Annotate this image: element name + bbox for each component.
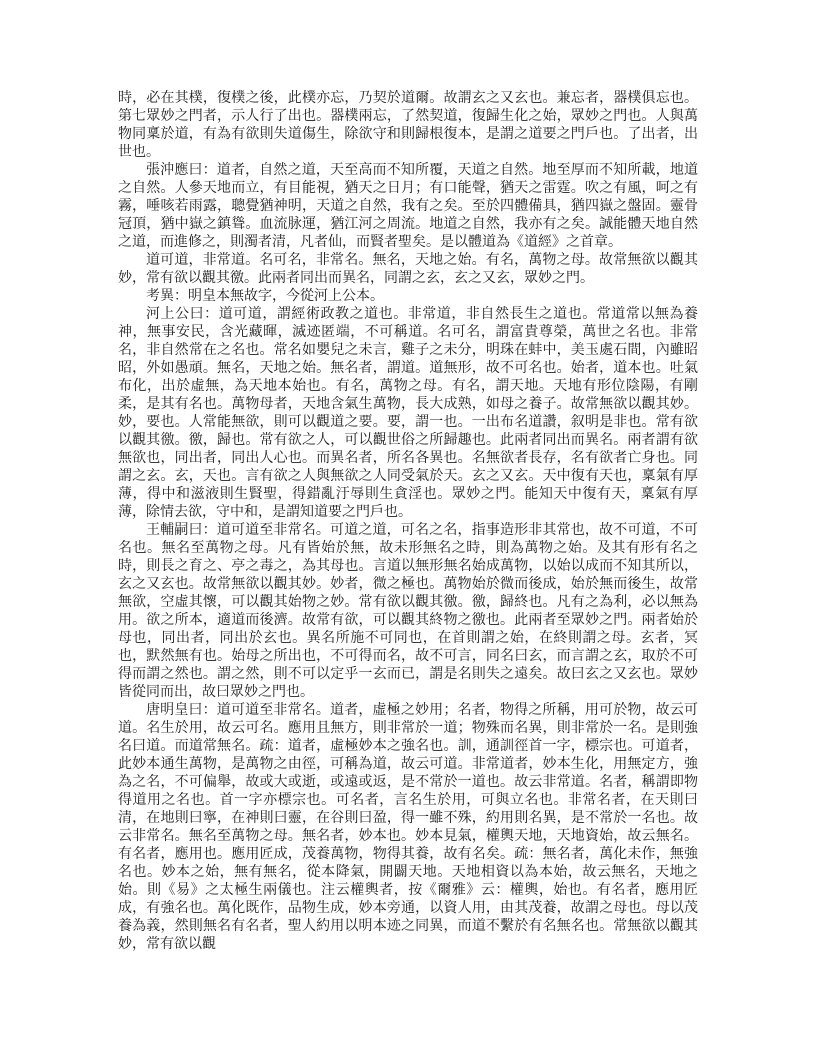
daodejing-main-text: 道可道，非常道。名可名，非常名。無名，天地之始。有名，萬物之母。故常無欲以觀其妙，常有欲以觀其徼。此兩者同出而異名，同謂之玄，玄之又玄，眾妙之門。 xyxy=(118,253,698,286)
wang-bi-commentary: 王輔嗣曰：道可道至非常名。可道之道，可名之名，指事造形非其常也，故不可道，不可名也。無名至萬物之母。凡有皆始於無，故未形無名之時，則為萬物之始。及其有形有名之時，則長之育之、亭之毒之，為其母也。言道以無形無名始成萬物，以始以成而不知其所以，玄之又玄也。故常無欲以觀其妙。妙者，微之極也。萬物始於微而後成，始於無而後生，故常無欲，空虛其懷，可以觀其始物之妙。常有欲以觀其徼。徼，歸終也。凡有之為利，必以無為用。欲之所本，適道而後濟。故常有欲，可以觀其終物之徼也。此兩者至眾妙之門。兩者始於母也，同出者，同出於玄也。異名所施不可同也，在首則謂之始，在終則謂之母。玄者，冥也，默然無有也。始母之所出也，不可得而名，故不可言，同名曰玄，而言謂之玄，取於不可得而謂之然也。謂之然，則不可以定乎一玄而已，謂是名則失之遠矣。故曰玄之又玄也。眾妙皆從同而出，故曰眾妙之門也。 xyxy=(118,523,698,700)
tang-ming-huang-commentary: 唐明皇曰：道可道至非常名。道者，虛極之妙用；名者，物得之所稱，用可於物，故云可道。名生於用，故云可名。應用且無方，則非常於一道；物殊而名異，則非常於一名。是則強名曰道。而道常無名。疏：道者，虛極妙本之強名也。訓，通訓徑首一字，標宗也。可道者，此妙本通生萬物，是萬物之由徑，可稱為道，故云可道。非常道者，妙本生化，用無定方，強為之名，不可偏舉，故或大或逝，或遠或返，是不常於一道也。故云非常道。名者，稱謂即物得道用之名也。首一字亦標宗也。可名者，言名生於用，可與立名也。非常名者，在天則曰清，在地則曰寧，在神則曰靈，在谷則曰盈，得一雖不殊，約用則名異，是不常於一名也。故云非常名。無名至萬物之母。無名者，妙本也。妙本見氣，權輿天地，天地資始，故云無名。有名者，應用也。應用匠成，茂養萬物，物得其養，故有名矣。疏：無名者，萬化未作，無強名也。妙本之始，無有無名，從本降氣，開闢天地。天地相資以為本始，故云無名，天地之始。則《易》之太極生兩儀也。注云權輿者，按《爾雅》云：權輿，始也。有名者，應用匠成，有強名也。萬化既作，品物生成，妙本旁通，以資人用，由其茂養，故謂之母也。母以茂養為義，然則無名有名者，聖人約用以明本迹之同異，而道不繫於有名無名也。常無欲以觀其妙，常有欲以觀 xyxy=(118,703,698,952)
page-text-block xyxy=(118,90,698,954)
heshang-gong-commentary: 河上公曰：道可道，謂經術政教之道也。非常道，非自然長生之道也。常道常以無為養神，無事安民，含光藏暉，滅迹匿端，不可稱道。名可名，謂富貴尊榮，萬世之名也。非常名，非自然常在之名也。常名如嬰兒之未言，雞子之未分，明珠在蚌中，美玉處石間，內雖昭昭，外如愚頑。無名，天地之始。無名者，謂道。道無形，故不可名也。始者，道本也。吐氣布化，出於虛無，為天地本始也。有名，萬物之母。有名，謂天地。天地有形位陰陽，有剛柔，是其有名也。萬物母者，天地含氣生萬物，長大成熟，如母之養子。故常無欲以觀其妙。妙，要也。人常能無欲，則可以觀道之要。要，謂一也。一出布名道讚，叙明是非也。常有欲以觀其徼。徼，歸也。常有欲之人，可以觀世俗之所歸趣也。此兩者同出而異名。兩者謂有欲無欲也，同出者，同出人心也。而異名者，所名各異也。名無欲者長存，名有欲者亡身也。同謂之玄。玄，天也。言有欲之人與無欲之人同受氣於天。玄之又玄。天中復有天也，稟氣有厚薄，得中和滋液則生賢聖，得錯亂汙辱則生貪淫也。眾妙之門。能知天中復有天，稟氣有厚薄，除情去欲，守中和，是謂知道要之門戶也。 xyxy=(118,307,698,520)
continuation-paragraph: 時，必在其樸，復樸之後，此樸亦忘，乃契於道爾。故謂玄之又玄也。兼忘者，器樸俱忘也。第七眾妙之門者，示人行了出也。器樸兩忘，了然契道，復歸生化之始，眾妙之門也。人與萬物同稟於道，有為有欲則失道傷生，除欲守和則歸根復本，是謂之道要之門戶也。了出者，出世也。 xyxy=(118,91,698,160)
zhang-chong-ying-commentary: 張沖應曰：道者，自然之道，天至高而不知所覆，天道之自然。地至厚而不知所載，地道之自然。人參天地而立，有目能視，猶天之日月；有口能聲，猶天之雷霆。吹之有風，呵之有霧，唾咳若雨露，聰覺猶神明，天道之自然，我有之矣。至於四體備具，猶四嶽之盤固。靈骨冠頂，猶中嶽之鎮聳。血流脉運，猶江河之周流。地道之自然，我亦有之矣。誠能體天地自然之道，而進修之，則濁者清，凡者仙，而賢者聖矣。是以體道為《道經》之首章。 xyxy=(118,163,698,250)
textual-variant-note: 考異：明皇本無故字，今從河上公本。 xyxy=(146,289,384,304)
